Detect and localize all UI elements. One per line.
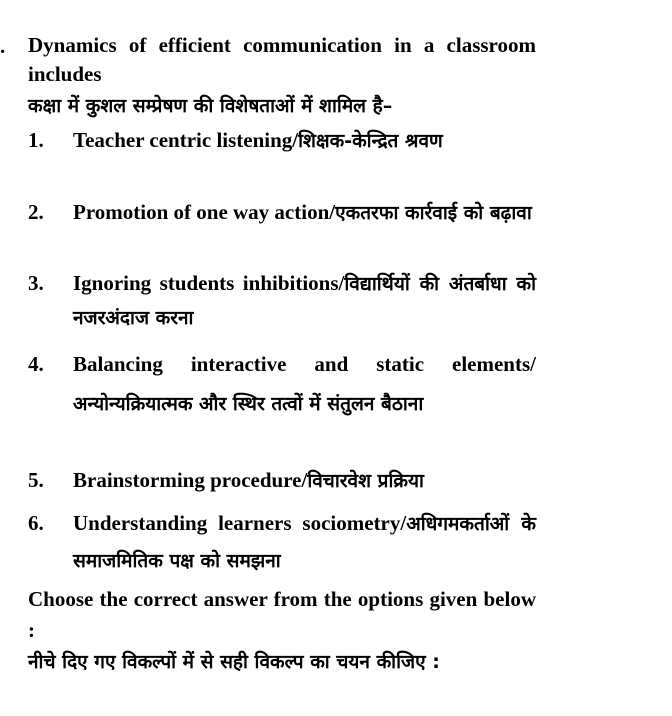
item-number: 4. xyxy=(28,352,44,376)
list-item xyxy=(28,464,536,498)
list-item xyxy=(28,124,536,158)
list-item xyxy=(28,345,536,424)
question-stem-english: Dynamics of efficient communication in a classroom includes xyxy=(28,33,536,86)
item-text-hindi: अधिगमकर्ताओं के समाजमितिक पक्ष को समझना xyxy=(73,513,536,572)
item-number: 3. xyxy=(28,271,44,295)
item-text-hindi: शिक्षक-केन्द्रित श्रवण xyxy=(298,130,443,152)
instruction-english: Choose the correct answer from the options given below : xyxy=(28,587,536,642)
item-text-english: Teacher centric listening/ xyxy=(73,128,299,152)
item-text-hindi: एकतरफा कार्रवाई को बढ़ावा xyxy=(335,202,532,224)
list-item xyxy=(28,505,536,579)
item-text-english: Ignoring students inhibitions/ xyxy=(73,271,345,295)
list-item xyxy=(28,196,536,230)
instruction-hindi: नीचे दिए गए विकल्पों में से सही विकल्प का चयन कीजिए : xyxy=(28,651,440,673)
item-number: 2. xyxy=(28,200,44,224)
item-number: 1. xyxy=(28,128,44,152)
item-text-hindi: अन्योन्यक्रियात्मक और स्थिर तत्वों में संतुलन बैठाना xyxy=(73,393,424,415)
item-text-english: Balancing interactive and static elements/ xyxy=(73,352,536,376)
item-text-english: Understanding learners sociometry/ xyxy=(73,511,407,535)
item-text-hindi: विचारवेश प्रक्रिया xyxy=(307,470,424,492)
list-item xyxy=(28,267,536,335)
item-text-english: Brainstorming procedure/ xyxy=(73,468,308,492)
item-text-hindi: विद्यार्थियों की अंतर्बाधा को नजरअंदाज करना xyxy=(73,273,536,329)
item-number: 6. xyxy=(28,511,44,535)
item-text-english: Promotion of one way action/ xyxy=(73,200,336,224)
question-number-fragment: . xyxy=(0,34,6,58)
item-number: 5. xyxy=(28,468,44,492)
question-stem-hindi: कक्षा में कुशल सम्प्रेषण की विशेषताओं में शामिल है– xyxy=(28,95,393,117)
